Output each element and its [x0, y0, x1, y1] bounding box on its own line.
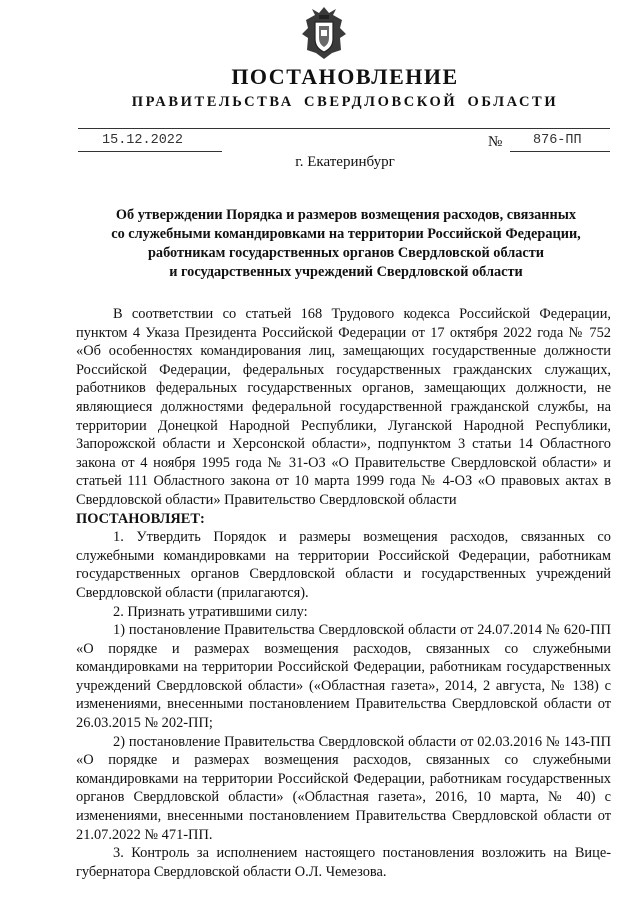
document-title	[76, 206, 616, 282]
clause-1: 1. Утвердить Порядок и размеры возмещения расходов, связанных со служебными командировками на территории Российской Федерации, работникам государственных органов Свердловской области и государственных учреждений Свердловской области (прилагаются).	[76, 529, 611, 601]
preamble-paragraph: В соответствии со статьей 168 Трудового кодекса Российской Федерации, пунктом 4 Указа Президента Российской Федерации от 17 октября 2022 года № 752 «Об особенностях командирования лиц, замещающих государственные должности Российской Федерации, федеральных государственных гражданских служащих, работников федеральных государственных органов, замещающих должности, не являющиеся должностями федеральной государственной гражданской службы, на территории Донецкой Народной Республики, Луганской Народной Республики, Запорожской области и Херсонской области», подпунктом 3 статьи 14 Областного закона от 4 ноября 1995 года № 31-ОЗ «О Правительстве Свердловской области» и статьей 111 Областного закона от 10 марта 1999 года № 4-ОЗ «О правовых актах в Свердловской области» Правительство Свердловской области	[76, 306, 611, 508]
title-line: Об утверждении Порядка и размеров возмещения расходов, связанных	[115, 207, 577, 223]
document-date: 15.12.2022	[102, 133, 184, 148]
header-divider	[78, 128, 610, 129]
document-number: 876-ПП	[533, 133, 582, 148]
clause-2-item-1: 1) постановление Правительства Свердловской области от 24.07.2014 № 620-ПП «О порядке и размерах возмещения расходов, связанных со служебными командировками на территории Российской Федерации, работникам государственных учреждений Свердловской области» («Областная газета», 2014, 2 августа, № 138) с изменениями, внесенными постановлением Правительства Свердловской области от 26.03.2015 № 202-ПП;	[76, 622, 611, 732]
date-underline	[78, 151, 222, 152]
city: г. Екатеринбург	[295, 154, 395, 170]
number-underline	[510, 151, 610, 152]
resolves-heading: ПОСТАНОВЛЯЕТ:	[76, 510, 205, 527]
coat-of-arms-icon	[302, 6, 346, 60]
clause-2: 2. Признать утратившими силу:	[113, 603, 308, 620]
number-sign: №	[488, 134, 503, 150]
document-type: ПОСТАНОВЛЕНИЕ	[231, 64, 459, 89]
clause-3: 3. Контроль за исполнением настоящего постановления возложить на Вице-губернатора Свердловской области О.Л. Чемезова.	[76, 845, 611, 880]
title-line: со служебными командировками на территории Российской Федерации,	[111, 226, 581, 242]
title-line: работникам государственных органов Свердловской области	[147, 245, 545, 261]
issuing-authority: ПРАВИТЕЛЬСТВА СВЕРДЛОВСКОЙ ОБЛАСТИ	[131, 94, 559, 110]
title-line: и государственных учреждений Свердловской области	[169, 264, 523, 280]
clause-2-item-2: 2) постановление Правительства Свердловской области от 02.03.2016 № 143-ПП «О порядке и размерах возмещения расходов, связанных со служебными командировками на территории Российской Федерации, работникам государственных органов Свердловской области» («Областная газета», 2016, 10 марта, № 40) с изменениями, внесенными постановлением Правительства Свердловской области от 21.07.2022 № 471-ПП.	[76, 733, 611, 843]
document-body	[76, 305, 611, 881]
